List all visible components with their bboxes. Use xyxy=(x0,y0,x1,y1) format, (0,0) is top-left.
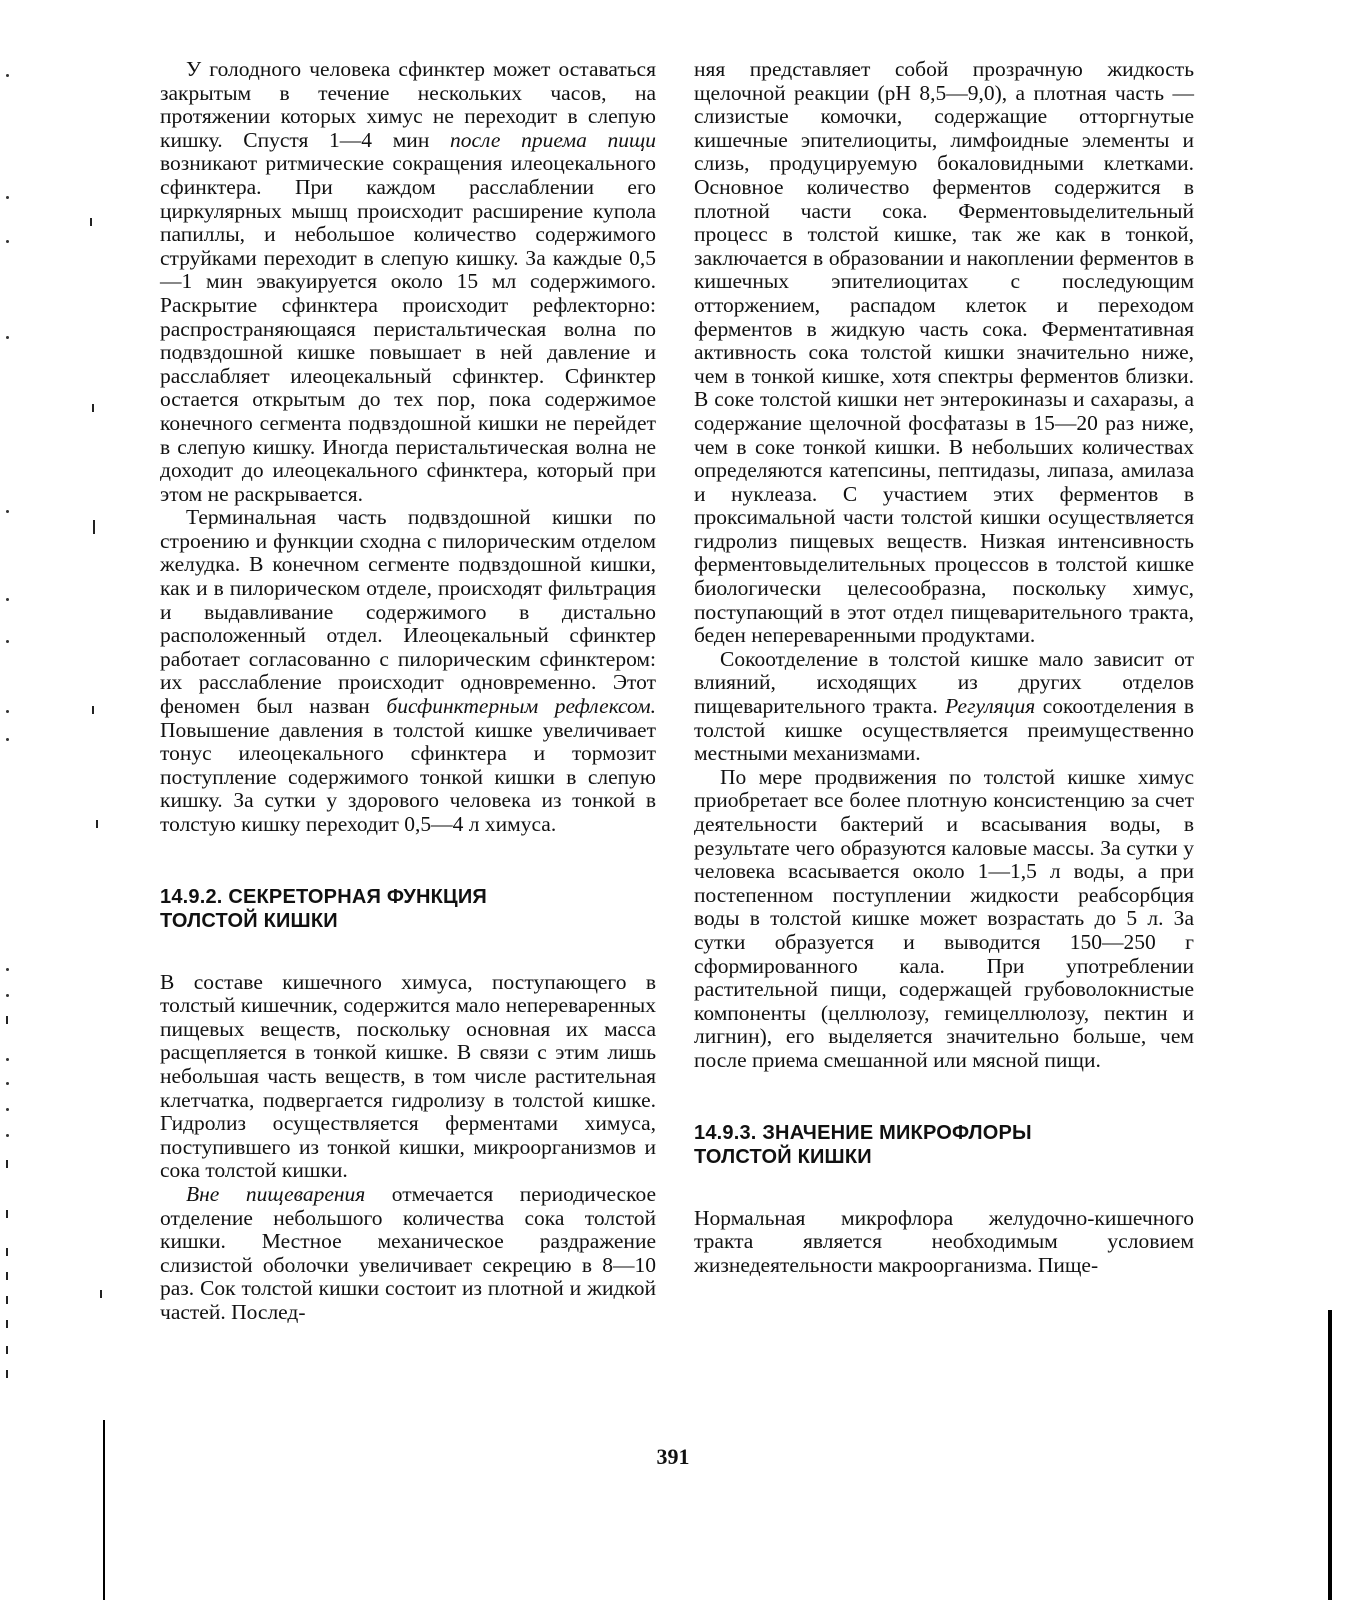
scan-dot xyxy=(6,640,9,643)
scan-mark xyxy=(6,1248,8,1256)
scan-dot xyxy=(6,968,9,971)
paragraph: няя представляет собой прозрачную жидкость щелочной реакции (pH 8,5—9,0), а плотная часть — слизистые комочки, содержащие отторгнутые кишечные эпителиоциты, лимфоидные элементы и слизь, продуцируемую бокаловидными клетками. Основное количество ферментов содержится в плотной части сока. Ферментовыделительный процесс в толстой кишке, так же как в тонкой, заключается в образовании и накоплении ферментов в кишечных эпителиоцитах с последующим отторжением, распадом клеток и переходом ферментов в жидкую часть сока. Ферментативная активность сока толстой кишки значительно ниже, чем в тонкой кишке, хотя спектры ферментов близки. В соке толстой кишки нет энтерокиназы и сахаразы, а содержание щелочной фосфатазы в 15—20 раз ниже, чем в соке тонкой кишки. В небольших количествах определяются катепсины, пептидазы, липаза, амилаза и нуклеаза. С участием этих ферментов в проксимальной части толстой кишки осуществляется гидролиз пищевых веществ. Низкая интенсивность ферментовыделительных процессов в толстой кишке биологически целесообразна, поскольку химус, поступающий в этот отдел пищеварительного тракта, беден непереваренными продуктами. xyxy=(694,57,1194,648)
scan-dot xyxy=(6,336,9,339)
heading-line: 14.9.3. ЗНАЧЕНИЕ МИКРОФЛОРЫ xyxy=(694,1121,1032,1144)
paragraph: В составе кишечного химуса, поступающего в толстый кишечник, содержится мало непереваренных пищевых веществ, поскольку основная их масса расщепляется в тонкой кишке. В связи с этим лишь небольшая часть веществ, в том числе растительная клетчатка, подвергается гидролизу в толстой кишке. Гидролиз осуществляется ферментами химуса, поступившего из тонкой кишки, микроорганизмов и сока толстой кишки. xyxy=(160,969,656,1183)
scan-dot xyxy=(6,1082,9,1085)
scan-dot xyxy=(6,738,9,741)
scan-dot xyxy=(6,1108,9,1111)
heading-line: ТОЛСТОЙ КИШКИ xyxy=(694,1145,872,1168)
scan-binding-line xyxy=(103,1420,105,1600)
scan-mark xyxy=(6,1346,8,1354)
scan-mark xyxy=(93,520,95,534)
scan-dot xyxy=(6,598,9,601)
page-number: 391 xyxy=(656,1444,690,1469)
text-run: отмечается периодическое отделение небольшого количества сока толстой кишки. Местное механическое раздражение слизистой оболочки увеличивает секрецию в 8—10 раз. Сок толстой кишки состоит из плотной и жидкой частей. Послед- xyxy=(160,1181,656,1324)
section-heading xyxy=(160,885,656,933)
paragraph xyxy=(694,648,1194,766)
scan-mark xyxy=(6,1296,8,1304)
scan-mark xyxy=(92,404,94,412)
scan-dot xyxy=(6,510,9,513)
scan-mark xyxy=(100,1290,102,1298)
scan-dot xyxy=(6,74,9,77)
text-run: У голодного человека сфинктер может оставаться закрытым в течение нескольких часов, на протяжении которых химус не переходит в слепую кишку. Спустя 1—4 мин xyxy=(160,57,656,152)
scan-dot xyxy=(6,994,9,997)
scan-mark xyxy=(6,1016,8,1024)
section-heading xyxy=(694,1121,1194,1169)
scan-mark xyxy=(96,820,98,828)
paragraph xyxy=(160,1183,656,1325)
scan-dot xyxy=(6,710,9,713)
left-column xyxy=(160,58,656,1325)
scan-dot xyxy=(6,196,9,199)
spacer xyxy=(160,933,656,971)
paragraph: По мере продвижения по толстой кишке химус приобретает все более плотную консистенцию за счет деятельности бактерий и всасывания воды, в результате чего образуются каловые массы. За сутки у человека всасывается около 1—1,5 л воды, а при постепенном поступлении жидкости реабсорбция воды в толстой кишке может возрастать до 5 л. За сутки образуется и выводится 150—250 г сформированного кала. При употреблении растительной пищи, содержащей грубоволокнистые компоненты (целлюлозу, гемицеллюлозу, пектин и лигнин), его выделяется значительно больше, чем после приема смешанной или мясной пищи. xyxy=(694,764,1194,1072)
text-run: сокоотделения в толстой кишке осуществляется преимущественно местными механизмами. xyxy=(694,694,1195,766)
scan-mark xyxy=(6,1160,8,1168)
italic-term: после приема пищи xyxy=(449,127,656,152)
scan-mark xyxy=(6,1370,8,1378)
scan-dot xyxy=(6,240,9,243)
text-run: возникают ритмические сокращения илеоцекального сфинктера. При каждом расслаблении его циркулярных мышц происходит расширение купола папиллы, и небольшое количество содержимого струйками переходит в слепую кишку. За каждые 0,5—1 мин эвакуируется около 15 мл содержимого. Раскрытие сфинктера происходит рефлекторно: распространяющаяся перистальтическая волна по подвздошной кишке повышает в ней давление и расслабляет илеоцекальный сфинктер. Сфинктер остается открытым до тех пор, пока содержимое конечного сегмента подвздошной кишки не перейдет в слепую кишку. Иногда перистальтическая волна не доходит до илеоцекального сфинктера, который при этом не раскрывается. xyxy=(160,151,656,506)
scan-edge-right xyxy=(1328,1310,1332,1600)
scan-dot xyxy=(6,1134,9,1137)
scan-mark xyxy=(92,706,94,714)
italic-term: Вне пищеварения xyxy=(186,1181,366,1206)
paragraph xyxy=(160,506,656,836)
paragraph: Нормальная микрофлора желудочно-кишечного тракта является необходимым условием жизнедеятельности макроорганизма. Пище- xyxy=(694,1205,1194,1277)
right-column xyxy=(694,58,1194,1277)
scan-dot xyxy=(6,1058,9,1061)
text-run: Повышение давления в толстой кишке увеличивает тонус илеоцекального сфинктера и тормозит поступление содержимого тонкой кишки в слепую кишку. За сутки у здорового человека из тонкой в толстую кишку переходит 0,5—4 л химуса. xyxy=(160,717,656,836)
text-run: Терминальная часть подвздошной кишки по строению и функции сходна с пилорическим отделом желудка. В конечном сегменте подвздошной кишки, как и в пилорическом отделе, происходят фильтрация и выдавливание содержимого в дистально расположенный отдел. Илеоцекальный сфинктер работает согласованно с пилорическим сфинктером: их расслабление происходит одновременно. Этот феномен был назван xyxy=(160,505,656,719)
heading-line: ТОЛСТОЙ КИШКИ xyxy=(160,909,338,932)
spacer xyxy=(694,1169,1194,1207)
spacer xyxy=(160,837,656,885)
spacer xyxy=(694,1073,1194,1121)
italic-term: бисфинктерным рефлексом. xyxy=(386,694,656,719)
text-run: Сокоотделение в толстой кишке мало зависит от влияний, исходящих из других отделов пищеварительного тракта. xyxy=(694,646,1194,719)
italic-term: Регуляция xyxy=(945,694,1036,719)
scan-mark xyxy=(90,218,92,226)
scan-mark xyxy=(6,1320,8,1328)
paragraph xyxy=(160,58,656,506)
heading-line: 14.9.2. СЕКРЕТОРНАЯ ФУНКЦИЯ xyxy=(160,885,487,908)
scan-mark xyxy=(6,1272,8,1280)
scan-mark xyxy=(6,1210,8,1218)
